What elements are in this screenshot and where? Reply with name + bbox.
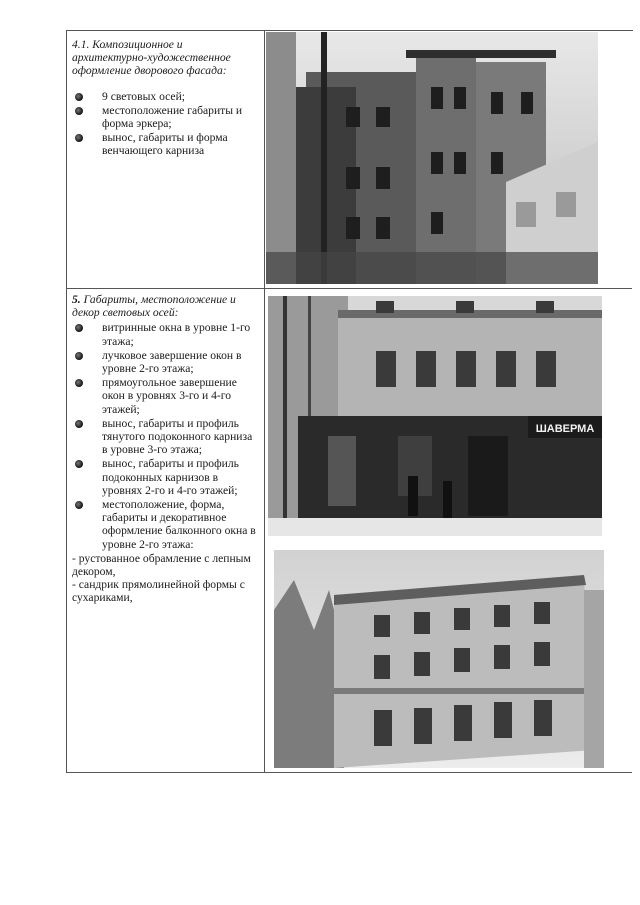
photo-balcony-facade: [274, 550, 604, 768]
table-row-divider: [66, 288, 632, 289]
list-item: вынос, габариты и профиль тянутого подоконного карниза в уровне 3-го этажа;: [72, 417, 260, 457]
list-item: витринные окна в уровне 1-го этажа;: [72, 321, 260, 347]
row-5-list: [72, 321, 260, 550]
list-item: лучковое завершение окон в уровне 2-го этажа;: [72, 349, 260, 375]
list-item: вынос, габариты и профиль подоконных карнизов в уровнях 2-го и 4-го этажей;: [72, 457, 260, 497]
list-item: местоположение, форма, габариты и декоративное оформление балконного окна в уровне 2-го этажа:: [72, 498, 260, 551]
shop-sign-text: ШАВЕРМА: [535, 423, 595, 435]
list-item: местоположение габариты и форма эркера;: [72, 104, 260, 130]
sub-item: - рустованное обрамление с лепным декором,: [72, 551, 251, 579]
row-4-1-text: [72, 38, 260, 159]
table-column-divider: [264, 30, 265, 772]
row-4-1-list: [72, 90, 260, 158]
row-5-text: [72, 293, 260, 605]
list-item: прямоугольное завершение окон в уровнях 3-го и 4-го этажей;: [72, 376, 260, 416]
photo-street-facade: [268, 296, 602, 536]
row-4-1-title: 4.1. Композиционное и архитектурно-художественное оформление дворового фасада:: [72, 38, 231, 78]
row-5-title: 5. Габариты, местоположение и декор световых осей:: [72, 293, 236, 320]
sub-item: - сандрик прямолинейной формы с сухариками,: [72, 578, 245, 605]
list-item: 9 световых осей;: [72, 90, 260, 103]
table-bottom-border: [66, 772, 632, 773]
photo-courtyard-facade: [266, 32, 598, 284]
list-item: вынос, габариты и форма венчающего карниза: [72, 131, 260, 157]
